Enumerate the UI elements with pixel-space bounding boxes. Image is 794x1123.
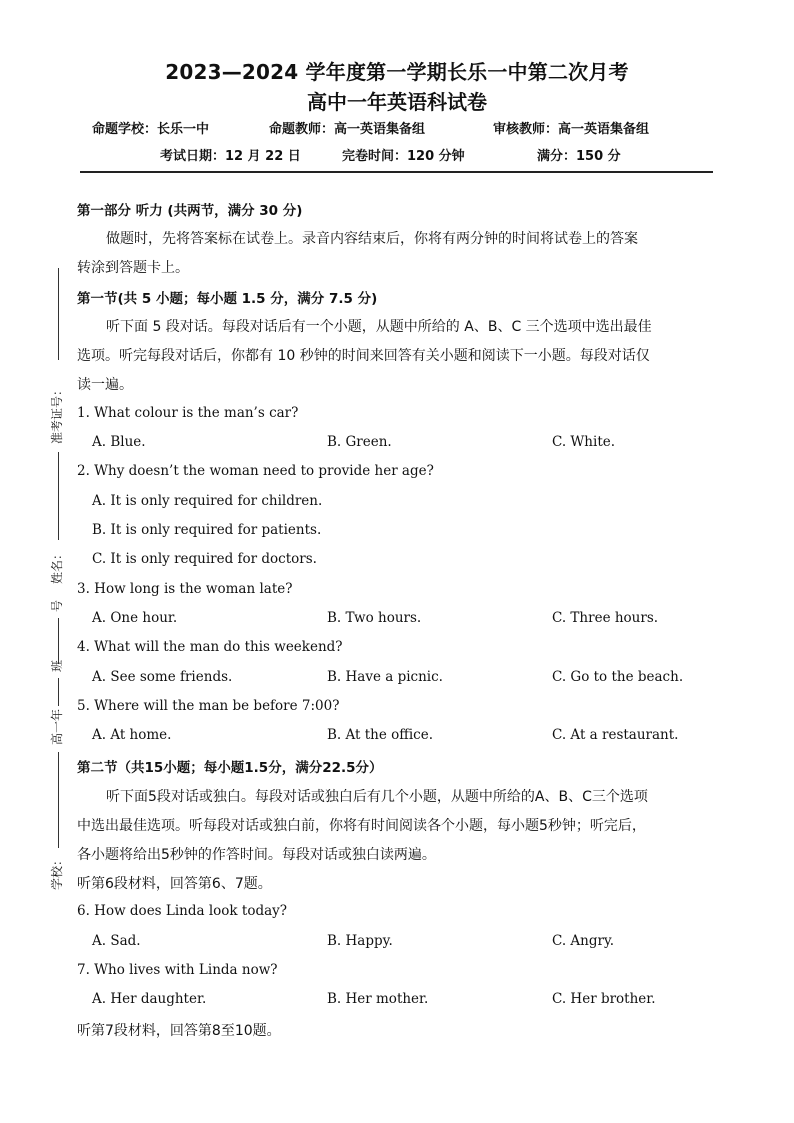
section1-intro-line2: 选项。听完每段对话后，你都有 10 秒钟的时间来回答有关小题和阅读下一小题。每段对话仅 xyxy=(77,348,650,364)
exam-number-label: 准考证号： xyxy=(50,383,64,444)
part1-heading: 第一部分 听力 (共两节，满分 30 分) xyxy=(77,203,303,219)
question-4: 4. What will the man do this weekend? xyxy=(77,639,343,655)
option-2b: B. It is only required for patients. xyxy=(92,522,322,538)
option-4b: B. Have a picnic. xyxy=(327,669,443,685)
option-5a: A. At home. xyxy=(92,727,172,743)
material6-instruction: 听第6段材料，回答第6、7题。 xyxy=(77,876,272,892)
option-6c: C. Angry. xyxy=(552,933,615,949)
option-1c: C. White. xyxy=(552,434,616,450)
option-7c: C. Her brother. xyxy=(552,991,656,1007)
option-4a: A. See some friends. xyxy=(92,669,233,685)
part1-intro-line1: 做题时，先将答案标在试卷上。录音内容结束后，你将有两分钟的时间将试卷上的答案 xyxy=(106,231,638,247)
section2-heading: 第二节（共15小题；每小题1.5分，满分22.5分） xyxy=(77,760,383,776)
question-1: 1. What colour is the man’s car? xyxy=(77,405,299,421)
section1-heading: 第一节(共 5 小题；每小题 1.5 分，满分 7.5 分) xyxy=(77,291,378,307)
material7-instruction: 听第7段材料，回答第8至10题。 xyxy=(77,1023,281,1039)
option-2c: C. It is only required for doctors. xyxy=(92,551,317,567)
option-7a: A. Her daughter. xyxy=(92,991,207,1007)
margin-line xyxy=(58,678,59,706)
option-3a: A. One hour. xyxy=(92,610,178,626)
seat-number-label: 号 xyxy=(50,599,64,612)
exam-date: 考试日期：12 月 22 日 xyxy=(160,149,301,164)
option-1a: A. Blue. xyxy=(92,434,146,450)
question-6: 6. How does Linda look today? xyxy=(77,903,288,919)
option-6b: B. Happy. xyxy=(327,933,393,949)
question-5: 5. Where will the man be before 7:00? xyxy=(77,698,340,714)
exam-duration: 完卷时间：120 分钟 xyxy=(342,149,465,164)
setting-school: 命题学校：长乐一中 xyxy=(92,122,210,137)
margin-line xyxy=(58,452,59,540)
option-5c: C. At a restaurant. xyxy=(552,727,679,743)
name-label: 姓名： xyxy=(50,547,64,584)
exam-subtitle: 高中一年英语科试卷 xyxy=(307,90,487,114)
margin-line xyxy=(58,268,59,360)
header-divider xyxy=(80,171,713,173)
option-3c: C. Three hours. xyxy=(552,610,659,626)
section2-intro-line3: 各小题将给出5秒钟的作答时间。每段对话或独白读两遍。 xyxy=(77,847,436,863)
option-2a: A. It is only required for children. xyxy=(92,493,323,509)
school-label: 学校： xyxy=(50,853,64,890)
grade-label: 高一年 xyxy=(50,708,64,745)
exam-full-score: 满分：150 分 xyxy=(537,149,621,164)
section1-intro-line1: 听下面 5 段对话。每段对话后有一个小题，从题中所给的 A、B、C 三个选项中选出最佳 xyxy=(106,319,652,335)
reviewing-teacher: 审核教师：高一英语集备组 xyxy=(493,122,650,137)
option-6a: A. Sad. xyxy=(92,933,141,949)
question-2: 2. Why doesn’t the woman need to provide her age? xyxy=(77,463,434,479)
class-label: 班 xyxy=(50,659,64,672)
option-3b: B. Two hours. xyxy=(327,610,422,626)
option-7b: B. Her mother. xyxy=(327,991,429,1007)
option-1b: B. Green. xyxy=(327,434,392,450)
question-7: 7. Who lives with Linda now? xyxy=(77,962,278,978)
section1-intro-line3: 读一遍。 xyxy=(77,377,133,393)
question-3: 3. How long is the woman late? xyxy=(77,581,293,597)
option-5b: B. At the office. xyxy=(327,727,434,743)
section2-intro-line1: 听下面5段对话或独白。每段对话或独白后有几个小题，从题中所给的A、B、C三个选项 xyxy=(106,789,648,805)
option-4c: C. Go to the beach. xyxy=(552,669,684,685)
setting-teacher: 命题教师：高一英语集备组 xyxy=(269,122,426,137)
section2-intro-line2: 中选出最佳选项。听每段对话或独白前，你将有时间阅读各个小题，每小题5秒钟；听完后， xyxy=(77,818,646,834)
margin-line xyxy=(58,618,59,664)
margin-line xyxy=(58,752,59,848)
part1-intro-line2: 转涂到答题卡上。 xyxy=(77,260,189,276)
exam-title: 2023—2024 学年度第一学期长乐一中第二次月考 xyxy=(165,60,629,84)
